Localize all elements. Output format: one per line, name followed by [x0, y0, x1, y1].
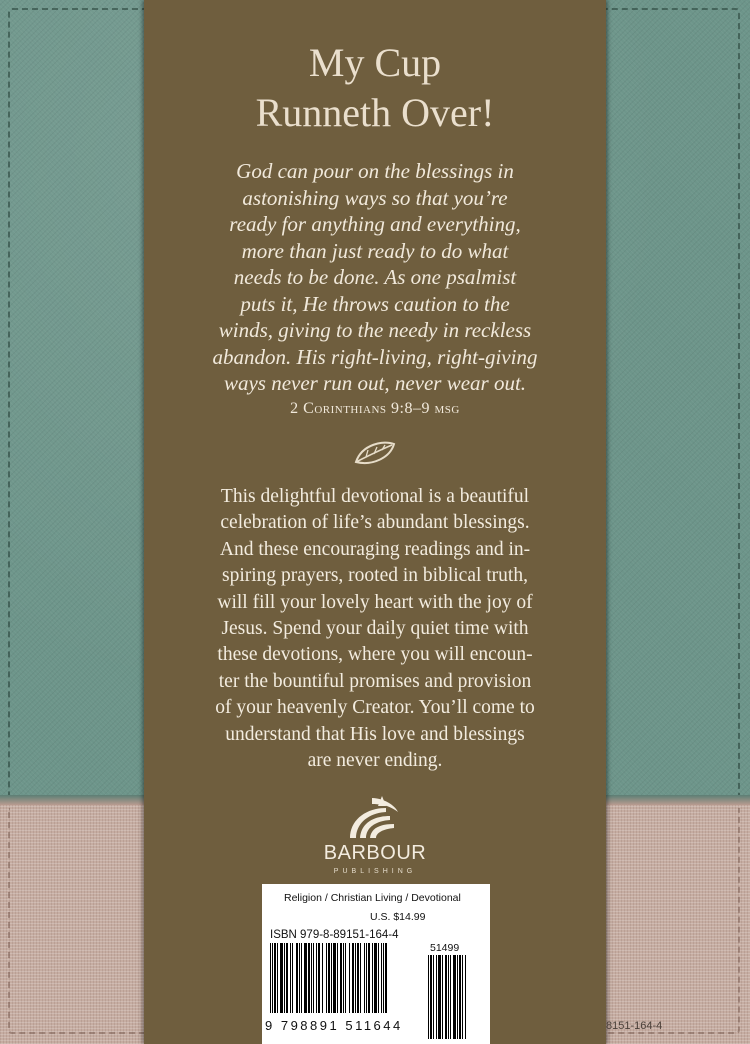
description-line: Jesus. Spend your daily quiet time with: [221, 618, 529, 640]
quote-line: more than just ready to do what: [241, 238, 509, 263]
description-line: will fill your lovely heart with the joy of: [217, 591, 533, 613]
barcode-bar: [385, 943, 387, 1013]
quote-line: God can pour on the blessings in: [236, 159, 514, 183]
quote-line: puts it, He throws caution to the: [240, 291, 510, 316]
barcode-addon-code: 51499: [430, 942, 460, 954]
quote-line: abandon. His right-living, right-giving: [212, 344, 538, 369]
description-line: these devotions, where you will encoun-: [217, 644, 533, 666]
description-line: of your heavenly Creator. You’ll come to: [215, 697, 535, 719]
quote-line: ways never run out, never wear out.: [223, 371, 527, 395]
barcode-main: [270, 943, 422, 1013]
barbour-logo-icon: [342, 794, 408, 842]
title-line: My Cup: [308, 40, 442, 85]
quote-line: needs to be done. As one psalmist: [233, 265, 517, 289]
scripture-quote: [144, 158, 606, 397]
description-line: ter the bountiful promises and provision: [218, 670, 532, 692]
description-line: celebration of life’s abundant blessings.: [220, 512, 530, 534]
barcode-digits: 9 798891 511644: [265, 1018, 403, 1033]
barcode-isbn: ISBN 979-8-89151-164-4: [270, 929, 399, 941]
quote-line: astonishing ways so that you’re: [242, 185, 508, 210]
description-line: spiring prayers, rooted in biblical truth,: [222, 565, 528, 587]
description-line: understand that His love and blessings: [225, 723, 525, 745]
publisher-subtitle: PUBLISHING: [333, 868, 417, 875]
leaf-icon: [352, 438, 398, 468]
quote-line: winds, giving to the needy in reckless: [218, 318, 532, 342]
barcode-label: [262, 884, 490, 1044]
book-description: [144, 484, 606, 774]
barcode-addon: [428, 955, 482, 1039]
citation-text: 2 Corinthians 9:8–9 msg: [290, 400, 460, 417]
description-line: This delightful devotional is a beautiful: [220, 486, 530, 507]
description-line: And these encouraging readings and in-: [219, 538, 531, 560]
barcode-category: Religion / Christian Living / Devotional: [284, 892, 461, 904]
scripture-citation: [144, 400, 606, 418]
barcode-price: U.S. $14.99: [370, 911, 426, 923]
barcode-bar: [465, 955, 466, 1039]
publisher-name: BARBOUR: [323, 842, 427, 864]
quote-line: ready for anything and everything,: [229, 212, 521, 236]
title-line: Runneth Over!: [255, 90, 495, 135]
edge-product-number: 8151-164-4: [606, 1020, 663, 1032]
book-title: [144, 38, 606, 138]
description-line: are never ending.: [307, 750, 443, 772]
